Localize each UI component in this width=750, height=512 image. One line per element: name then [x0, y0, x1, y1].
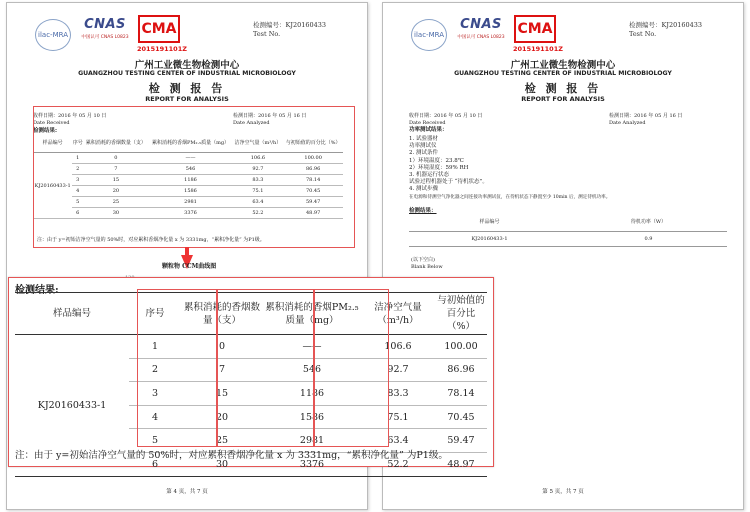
list-item: 功率测试仪: [409, 143, 437, 150]
page-footer: 第 5 页，共 7 页: [542, 489, 584, 495]
table-cell: 15: [83, 175, 148, 186]
date-analyzed: 检测日期：2016 年 05 月 16 日: [609, 113, 683, 119]
table-cell: 5: [129, 429, 181, 453]
table-cell: 75.1: [232, 186, 283, 197]
table-cell: 3376: [263, 452, 361, 476]
cnas-logo: [79, 17, 131, 53]
col-cigarette-count: 累积消耗的香烟数量（支）: [181, 293, 263, 335]
col-cadr: 洁净空气量（m³/h）: [361, 293, 435, 335]
table-cell: 20: [83, 186, 148, 197]
table-cell: 7: [83, 164, 148, 175]
date-analyzed-block: [609, 113, 682, 126]
results-note-small: 注：由于 y=初始洁净空气量的 50%时，对应累积香烟净化量 x 为 3331mg，“累积净化量” 为P1级。: [37, 237, 265, 243]
date-analyzed-en: Date Analyzed: [233, 119, 270, 126]
org-name-zh: 广州工业微生物检测中心: [134, 60, 240, 71]
cma-logo: [513, 15, 563, 53]
report-title-en: REPORT FOR ANALYSIS: [521, 95, 605, 103]
test-number: [253, 21, 326, 39]
org-name-zh: 广州工业微生物检测中心: [510, 60, 616, 71]
page-footer: 第 4 页，共 7 页: [166, 489, 208, 495]
table-cell: 86.96: [435, 358, 487, 382]
table-cell: 52.2: [232, 208, 283, 219]
table-cell: 30: [181, 452, 263, 476]
results-note: 注：由于 y=初始洁净空气量的 50%时，对应累积香烟净化量 x 为 3331mg，“累积净化量” 为P1级。: [15, 450, 448, 461]
power-results-table: [409, 213, 727, 247]
test-number-value: KJ20160433: [661, 21, 703, 29]
cma-mark: CMA: [514, 15, 556, 43]
cma-mark: CMA: [138, 15, 180, 43]
power-test-title: 功率测试结果：: [409, 127, 448, 133]
table-cell: 52.2: [361, 452, 435, 476]
test-number: [629, 21, 702, 39]
col-sample-id: 样品编号: [15, 293, 129, 335]
sample-id-cell: KJ20160433-1: [33, 153, 72, 219]
table-cell: 78.14: [283, 175, 343, 186]
table-cell: 3: [129, 382, 181, 406]
col-pm25-mass: 累积消耗的香烟PM₂.₅质量（mg）: [263, 293, 361, 335]
figure-caption: 颗粒物 CCM曲线图: [162, 263, 217, 270]
org-name-en: GUANGZHOU TESTING CENTER OF INDUSTRIAL MICROBIOLOGY: [454, 70, 672, 77]
table-cell: 78.14: [435, 382, 487, 406]
table-cell: 1: [129, 335, 181, 359]
highlight-box: [33, 106, 355, 248]
col-index: 序号: [72, 134, 83, 153]
table-cell: 2981: [263, 429, 361, 453]
col-cadr: 洁净空气量（m³/h）: [232, 134, 283, 153]
date-received: 收样日期：2016 年 05 月 10 日: [409, 113, 483, 119]
table-cell: 59.47: [283, 197, 343, 208]
highlight-box-cadr: [313, 289, 389, 447]
cma-logo: [137, 15, 187, 53]
table-cell: 100.00: [435, 335, 487, 359]
cnas-wordmark: CNAS: [84, 17, 126, 32]
zoomed-results-panel: [8, 277, 494, 470]
power-test-steps: [409, 136, 610, 201]
col-sample-id: 样品编号: [33, 134, 72, 153]
test-number-en: Test No.: [253, 30, 281, 38]
test-number-value: KJ20160433: [285, 21, 327, 29]
table-cell: 63.4: [232, 197, 283, 208]
table-cell: 15: [181, 382, 263, 406]
table-cell: 5: [72, 197, 83, 208]
col-percent: 与初始值的百分比（%）: [283, 134, 343, 153]
highlight-box-count: [137, 289, 217, 447]
table-cell: 48.97: [435, 452, 487, 476]
ilac-mra-logo: ilac-MRA: [35, 19, 71, 51]
table-cell: ——: [149, 153, 233, 164]
table-cell: 2: [72, 164, 83, 175]
table-cell: 0: [83, 153, 148, 164]
table-cell: 92.7: [361, 358, 435, 382]
table-cell: 4: [129, 405, 181, 429]
table-cell: 59.47: [435, 429, 487, 453]
blank-below-en: Blank Below: [411, 263, 443, 270]
table-cell: 63.4: [361, 429, 435, 453]
table-cell: 1: [72, 153, 83, 164]
table-cell: 48.97: [283, 208, 343, 219]
list-item: 在电源和待测空气净化器之间连接功率测试仪，在待机状态下静置至少 10min 后，测定待机功率。: [409, 194, 611, 200]
results-title: 检测结果:: [15, 285, 59, 296]
cma-code: 2015191101Z: [513, 45, 563, 53]
test-number-en: Test No.: [629, 30, 657, 38]
table-cell: 1186: [149, 175, 233, 186]
table-cell: 4: [72, 186, 83, 197]
list-item: 2）环境湿度：59% RH: [409, 164, 469, 171]
date-received-en: Date Received: [33, 119, 70, 126]
report-title-zh: 检 测 报 告: [524, 82, 602, 95]
table-cell: 546: [149, 164, 233, 175]
table-cell: 6: [72, 208, 83, 219]
report-dates: [409, 113, 719, 126]
table-cell: 546: [263, 358, 361, 382]
results-title-small: 检测结果:: [33, 128, 58, 134]
cnas-wordmark: CNAS: [460, 17, 502, 32]
table-cell: 1586: [149, 186, 233, 197]
cnas-subtitle: 中国认可 CNAS L0823: [457, 35, 505, 40]
table-cell: 0: [181, 335, 263, 359]
test-number-label: 检测编号：: [253, 21, 286, 29]
date-received: 收样日期：2016 年 05 月 10 日: [33, 113, 107, 119]
list-item: 4. 测试步骤: [409, 186, 438, 193]
col-pm25-mass: 累积消耗的香烟PM₂.₅质量（mg）: [149, 134, 233, 153]
table-cell: 100.00: [283, 153, 343, 164]
report-title-en: REPORT FOR ANALYSIS: [145, 95, 229, 103]
power-results-title: 检测结果：: [409, 208, 437, 214]
col-standby-power: 待机功率（W）: [570, 213, 727, 232]
report-title-zh: 检 测 报 告: [148, 82, 226, 95]
table-cell: 6: [129, 452, 181, 476]
table-cell: 83.3: [361, 382, 435, 406]
table-cell: 30: [83, 208, 148, 219]
date-received-en: Date Received: [409, 119, 446, 126]
table-cell: ——: [263, 335, 361, 359]
table-cell: 20: [181, 405, 263, 429]
list-item: 3. 机器运行状态: [409, 172, 449, 179]
table-cell: KJ20160433-1: [409, 232, 570, 247]
col-sample-id: 样品编号: [409, 213, 570, 232]
table-cell: 75.1: [361, 405, 435, 429]
table-cell: 83.3: [232, 175, 283, 186]
list-item: 1）环境温度：23.8℃: [409, 157, 464, 164]
date-analyzed-en: Date Analyzed: [609, 119, 646, 126]
col-index: 序号: [129, 293, 181, 335]
table-cell: 1586: [263, 405, 361, 429]
sample-id-cell: KJ20160433-1: [15, 335, 129, 477]
list-item: 1. 试验器材: [409, 136, 438, 142]
table-cell: 86.96: [283, 164, 343, 175]
blank-below-zh: (以下空白): [411, 257, 435, 263]
test-number-label: 检测编号：: [629, 21, 662, 29]
cnas-logo: [455, 17, 507, 53]
table-cell: 70.45: [435, 405, 487, 429]
blank-below: [411, 257, 443, 270]
col-percent: 与初始值的百分比（%）: [435, 293, 487, 335]
table-cell: 1186: [263, 382, 361, 406]
table-cell: 3: [72, 175, 83, 186]
table-cell: 25: [83, 197, 148, 208]
date-analyzed: 检测日期：2016 年 05 月 16 日: [233, 113, 307, 119]
table-cell: 92.7: [232, 164, 283, 175]
cma-code: 2015191101Z: [137, 45, 187, 53]
list-item: 2. 测试条件: [409, 150, 438, 157]
table-cell: 0.9: [570, 232, 727, 247]
table-cell: 106.6: [361, 335, 435, 359]
list-item: 试验过程机器处于 “待机状态”。: [409, 179, 488, 186]
org-name-en: GUANGZHOU TESTING CENTER OF INDUSTRIAL MICROBIOLOGY: [78, 70, 296, 77]
ilac-mra-logo: ilac-MRA: [411, 19, 447, 51]
table-cell: 2: [129, 358, 181, 382]
table-cell: 3376: [149, 208, 233, 219]
cnas-subtitle: 中国认可 CNAS L0823: [81, 35, 129, 40]
highlight-box-mass: [217, 289, 315, 447]
table-cell: 106.6: [232, 153, 283, 164]
table-cell: 2981: [149, 197, 233, 208]
table-cell: 25: [181, 429, 263, 453]
col-cigarette-count: 累积消耗的香烟数量（支）: [83, 134, 148, 153]
table-cell: 70.45: [283, 186, 343, 197]
table-row: [409, 232, 727, 247]
table-cell: 7: [181, 358, 263, 382]
